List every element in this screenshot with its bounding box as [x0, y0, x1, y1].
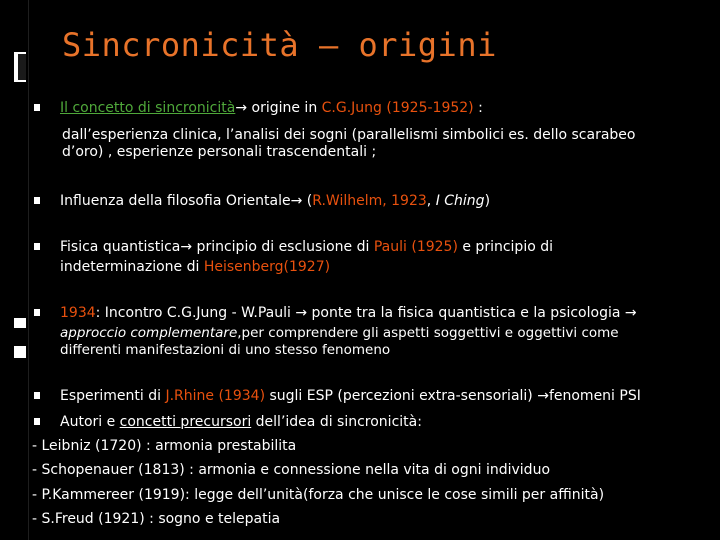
- text: dell’idea di sincronicità:: [251, 414, 422, 430]
- bullet-1-line-2: dall’esperienza clinica, l’analisi dei sogni (parallelismi simbolici es. dello scarabeo: [62, 127, 636, 143]
- text: Esperimenti di: [60, 388, 166, 404]
- text: origine in: [247, 100, 322, 116]
- jung-reference: C.G.Jung (1925-1952): [321, 100, 474, 116]
- iching-title: I Ching: [435, 193, 485, 209]
- bullet-1-line-3: d’oro) , esperienze personali trascendentali ;: [62, 144, 377, 160]
- text: indeterminazione di: [60, 259, 204, 275]
- text: approccio complementare: [60, 325, 238, 341]
- year-1934: 1934: [60, 305, 96, 321]
- bullet-6: [60, 414, 422, 431]
- bullet-2: [60, 193, 490, 210]
- text: fenomeni PSI: [548, 388, 641, 404]
- text: sugli ESP (percezioni extra-sensoriali): [265, 388, 538, 404]
- bullet-marker: [34, 309, 40, 316]
- pauli-reference: Pauli (1925): [373, 239, 458, 255]
- bullet-5: [60, 388, 641, 405]
- arrow-icon: →: [537, 388, 549, 404]
- arrow-icon: →: [290, 193, 303, 209]
- page-title: Sincronicità – origini: [62, 26, 497, 64]
- concetto-link[interactable]: Il concetto di sincronicità: [60, 100, 236, 116]
- left-mark-2: [14, 346, 26, 358]
- text: ponte tra la fisica quantistica e la psicologia: [307, 305, 625, 321]
- arrow-icon: →: [235, 100, 248, 116]
- text: Autori e: [60, 414, 120, 430]
- text: :: [473, 100, 483, 116]
- bullet-3-line-1: [60, 239, 553, 256]
- decorative-bar-inner: [18, 54, 26, 80]
- bullet-marker: [34, 104, 40, 111]
- list-item: - Leibniz (1720) : armonia prestabilita: [32, 438, 297, 454]
- slide-edge-line: [28, 0, 29, 540]
- rhine-reference: J.Rhine (1934): [165, 388, 266, 404]
- concetti-precursori[interactable]: concetti precursori: [119, 414, 252, 430]
- bullet-4-line-1: [60, 305, 637, 322]
- text: : Incontro C.G.Jung - W.Pauli: [95, 305, 296, 321]
- wilhelm-reference: R.Wilhelm, 1923: [312, 193, 427, 209]
- text: ,per comprendere gli aspetti soggettivi e oggettivi come: [237, 325, 619, 341]
- text: principio di esclusione di: [192, 239, 374, 255]
- text: e principio di: [457, 239, 553, 255]
- text: ): [484, 193, 491, 209]
- bullet-4-line-3: differenti manifestazioni di uno stesso fenomeno: [60, 342, 391, 358]
- list-item: - P.Kammereer (1919): legge dell’unità(forza che unisce le cose simili per affinità): [32, 487, 605, 503]
- bullet-1-line-1: [60, 100, 483, 117]
- arrow-icon: →: [624, 305, 637, 321]
- bullet-marker: [34, 197, 40, 204]
- heisenberg-reference: Heisenberg(1927): [203, 259, 331, 275]
- text: Influenza della filosofia Orientale: [60, 193, 291, 209]
- list-item: - S.Freud (1921) : sogno e telepatia: [32, 511, 281, 527]
- bullet-marker: [34, 392, 40, 399]
- bullet-marker: [34, 243, 40, 250]
- bullet-3-line-2: [60, 259, 330, 276]
- text: ,: [426, 193, 436, 209]
- arrow-icon: →: [180, 239, 193, 255]
- left-mark-1: [14, 318, 26, 328]
- bullet-marker: [34, 418, 40, 425]
- arrow-icon: →: [295, 305, 308, 321]
- list-item: - Schopenauer (1813) : armonia e connessione nella vita di ogni individuo: [32, 462, 551, 478]
- bullet-4-line-2: [60, 325, 619, 342]
- text: Fisica quantistica: [60, 239, 181, 255]
- text: (: [302, 193, 313, 209]
